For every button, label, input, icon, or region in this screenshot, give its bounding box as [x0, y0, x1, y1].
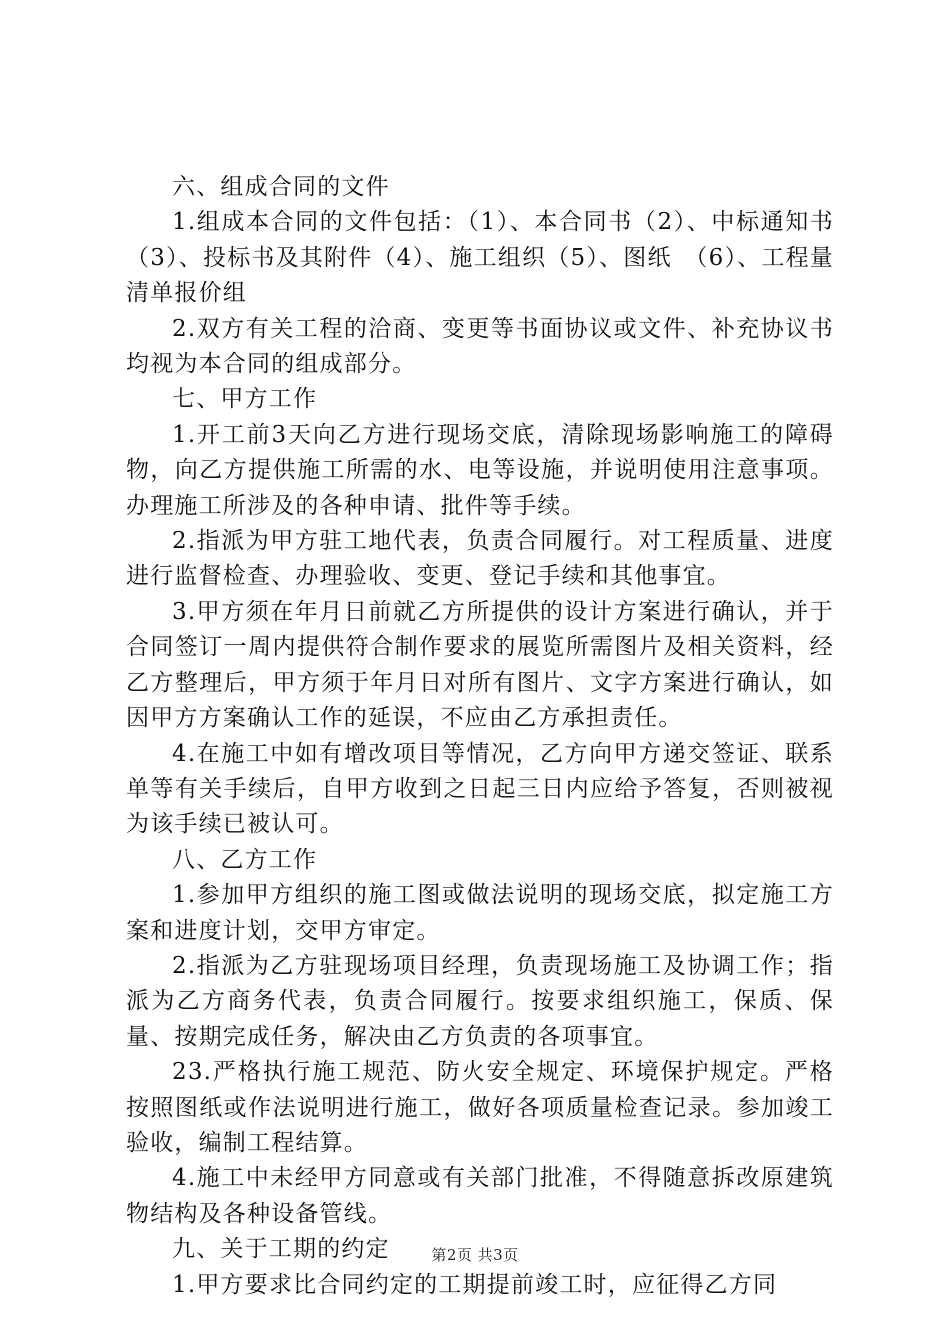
paragraph-6-1: 1.组成本合同的文件包括：（1）、本合同书（2）、中标通知书（3）、投标书及其附件（4）、施工组织（5）、图纸 （6）、工程量清单报价组: [126, 209, 834, 307]
paragraph-8-1: 1.参加甲方组织的施工图或做法说明的现场交底，拟定施工方案和进度计划，交甲方审定。: [126, 882, 834, 944]
section-heading-8: 八、乙方工作: [172, 846, 318, 873]
paragraph-9-1: 1.甲方要求比合同约定的工期提前竣工时，应征得乙方同: [172, 1271, 778, 1298]
page-footer: 第2页 共3页: [431, 1246, 519, 1264]
paragraph-8-4: 4.施工中未经甲方同意或有关部门批准，不得随意拆改原建筑物结构及各种设备管线。: [126, 1165, 834, 1227]
paragraph-7-2: 2.指派为甲方驻工地代表，负责合同履行。对工程质量、进度进行监督检查、办理验收、变更、登记手续和其他事宜。: [126, 528, 834, 590]
paragraph-8-2: 2.指派为乙方驻现场项目经理，负责现场施工及协调工作；指派为乙方商务代表，负责合同履行。按要求组织施工，保质、保量、按期完成任务，解决由乙方负责的各项事宜。: [126, 952, 834, 1050]
paragraph-6-2: 2.双方有关工程的洽商、变更等书面协议或文件、补充协议书均视为本合同的组成部分。: [126, 315, 834, 378]
section-heading-7: 七、甲方工作: [172, 386, 318, 413]
paragraph-7-4: 4.在施工中如有增改项目等情况，乙方向甲方递交签证、联系单等有关手续后，自甲方收到之日起三日内应给予答复，否则被视为该手续已被认可。: [126, 740, 834, 838]
section-heading-6: 六、组成合同的文件: [172, 174, 390, 200]
section-heading-9: 九、关于工期的约定: [172, 1236, 390, 1263]
document-body: [126, 170, 834, 1303]
paragraph-7-3: 3.甲方须在年月日前就乙方所提供的设计方案进行确认，并于合同签订一周内提供符合制作要求的展览所需图片及相关资料，经乙方整理后，甲方须于年月日对所有图片、文字方案进行确认，如因甲方方案确认工作的延误，不应由乙方承担责任。: [126, 598, 834, 732]
paragraph-7-1: 1.开工前3天向乙方进行现场交底，清除现场影响施工的障碍物，向乙方提供施工所需的水、电等设施，并说明使用注意事项。办理施工所涉及的各种申请、批件等手续。: [126, 421, 834, 519]
paragraph-8-3: 23.严格执行施工规范、防火安全规定、环境保护规定。严格按照图纸或作法说明进行施工，做好各项质量检查记录。参加竣工验收，编制工程结算。: [126, 1059, 834, 1156]
